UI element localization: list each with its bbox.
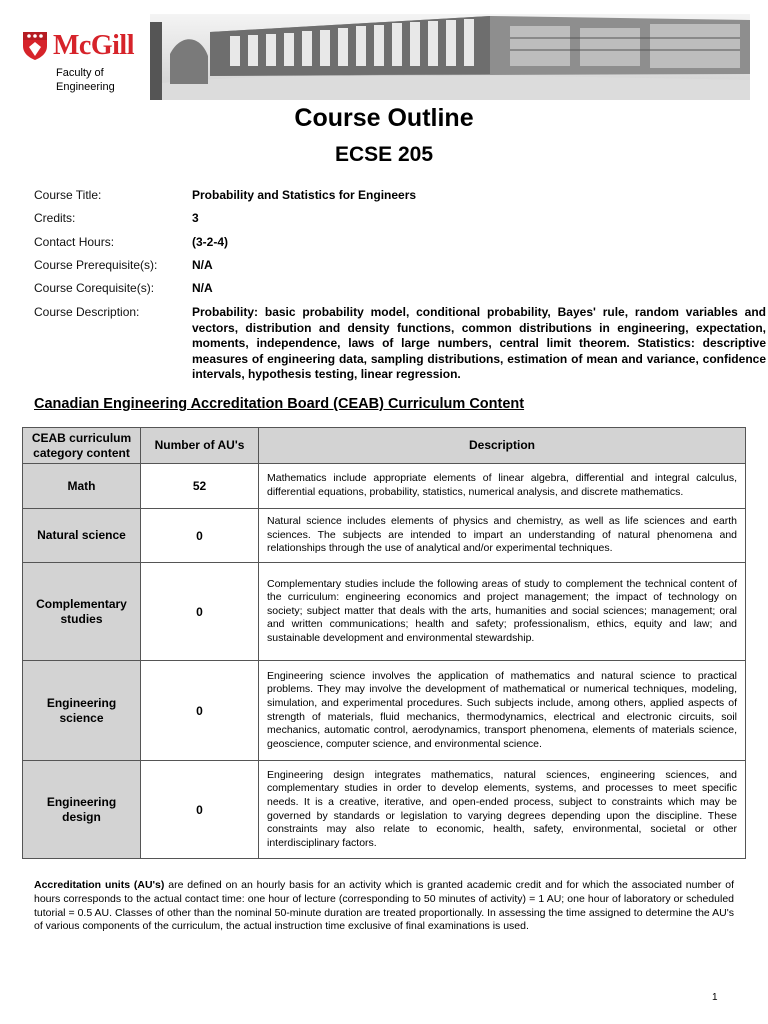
- faculty-name: Faculty of Engineering: [56, 67, 115, 93]
- info-label: Course Prerequisite(s):: [34, 258, 158, 272]
- crest-icon: [22, 31, 48, 61]
- ceab-heading: Canadian Engineering Accreditation Board (CEAB) Curriculum Content: [34, 396, 525, 412]
- row-au: 0: [141, 563, 259, 661]
- footnote-text: are defined on an hourly basis for an activity which is granted academic credit and for which the associated number of hours corresponds to the actual contact time: one hour of lecture (corresponding to 50 minutes of activity) = 1 AU; one hour of laboratory or scheduled tutorial = 0.5 AU. Classes of other than the nominal 50-minute duration are treated proportionally. In assessing the time assigned to determine the AU's of various components of the curriculum, the actual instruction time exclusive of final examinations is used.: [34, 879, 734, 933]
- page-header: [0, 0, 768, 100]
- info-value: N/A: [192, 258, 213, 272]
- info-value: N/A: [192, 281, 213, 295]
- row-description: Engineering design integrates mathematics, natural sciences, engineering sciences, and complementary studies in order to develop elements, systems, and processes to meet specific needs. It is a creative, iterative, and open-ended process, subject to constraints which may be governed by standards or legislation to varying degrees depending upon the discipline. These constraints may also relate to economic, health, safety, environmental, societal or other interdisciplinary factors.: [259, 761, 746, 859]
- info-label: Credits:: [34, 211, 76, 225]
- table-row: [23, 509, 746, 563]
- ceab-table: [22, 427, 746, 859]
- logo-wordmark: McGill: [53, 30, 134, 61]
- row-description: Natural science includes elements of physics and chemistry, as well as life sciences and earth sciences. The subjects are intended to impart an understanding of natural phenomena and relationships through the use of analytical and/or experimental techniques.: [259, 509, 746, 563]
- row-au: 0: [141, 661, 259, 761]
- info-value: Probability: basic probability model, conditional probability, Bayes' rule, random variables and vectors, distribution and density functions, common distributions in engineering, expectation, moments, independence, laws of large numbers, central limit theorem. Statistics: descriptive measures of engineering data, sampling distributions, estimation of mean and variance, confidence intervals, hypothesis testing, linear regression.: [192, 305, 766, 381]
- info-label: Course Description:: [34, 305, 140, 319]
- course-code: ECSE 205: [334, 143, 434, 166]
- info-label: Contact Hours:: [34, 235, 115, 249]
- page-number: 1: [712, 992, 718, 1003]
- info-value: (3-2-4): [192, 235, 229, 249]
- table-row: [23, 761, 746, 859]
- mcgill-logo: [22, 30, 134, 62]
- info-value: Probability and Statistics for Engineers: [192, 188, 417, 202]
- row-au: 0: [141, 509, 259, 563]
- campus-photo: [150, 14, 750, 100]
- row-category: Natural science: [23, 509, 141, 563]
- table-header-row: [23, 428, 746, 464]
- column-header-description: Description: [259, 428, 746, 464]
- row-category: Complementary studies: [23, 563, 141, 661]
- accreditation-footnote: [34, 879, 734, 934]
- table-row: [23, 563, 746, 661]
- row-description: Engineering science involves the application of mathematics and natural science to practical problems. They may involve the development of mathematical or numerical techniques, modeling, simulation, and experimental procedures. Such subjects include, among others, applied aspects of strength of materials, fluid mechanics, thermodynamics, electrical and electronic circuits, soil mechanics, automatic control, aerodynamics, transport phenomena, elements of materials science, geoscience, computer science, and environmental science.: [259, 661, 746, 761]
- info-value: 3: [192, 211, 199, 225]
- info-label: Course Corequisite(s):: [34, 281, 155, 295]
- row-category: Engineering design: [23, 761, 141, 859]
- row-description: Mathematics include appropriate elements of linear algebra, differential and integral calculus, differential equations, probability, statistics, numerical analysis, and discrete mathematics.: [259, 464, 746, 509]
- column-header-aus: Number of AU's: [141, 428, 259, 464]
- footnote-term: Accreditation units (AU's): [34, 879, 165, 891]
- row-category: Engineering science: [23, 661, 141, 761]
- row-category: Math: [23, 464, 141, 509]
- row-au: 52: [141, 464, 259, 509]
- table-row: [23, 464, 746, 509]
- table-row: [23, 661, 746, 761]
- row-au: 0: [141, 761, 259, 859]
- column-header-category: CEAB curriculum category content: [23, 428, 141, 464]
- page-title: Course Outline: [294, 104, 474, 132]
- row-description: Complementary studies include the following areas of study to complement the technical content of the curriculum: engineering economics and project management; the impact of technology on society; subject matter that deals with the arts, humanities and social sciences; management; oral and written communications; health and safety; professionalism, ethics, equity and law; and sustainable development and environmental stewardship.: [259, 563, 746, 661]
- info-label: Course Title:: [34, 188, 102, 202]
